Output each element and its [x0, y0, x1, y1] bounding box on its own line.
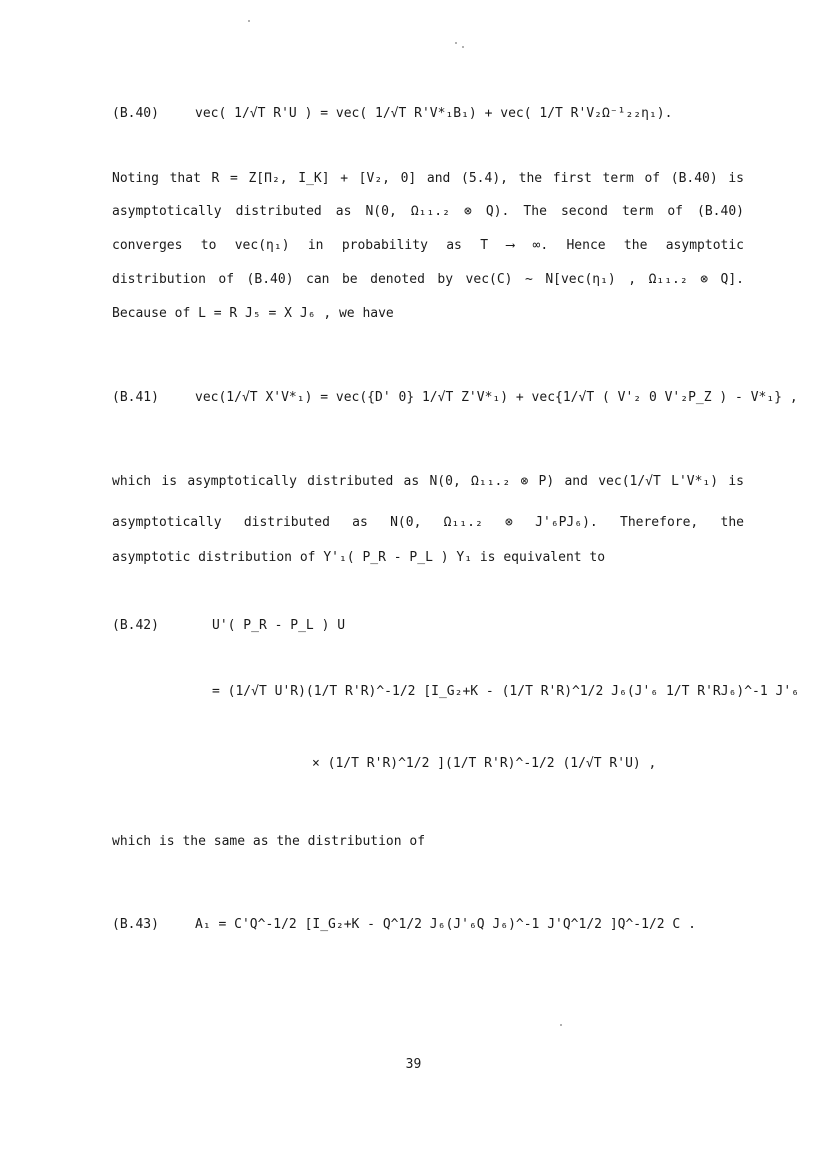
equation-line: × (1/T R'R)^1/2 ](1/T R'R)^-1/2 (1/√T R'U) , [312, 756, 657, 771]
text-line: which is the same as the distribution of [112, 834, 426, 849]
equation-tag: (B.41) [112, 390, 159, 405]
scan-speck [560, 1024, 562, 1026]
equation-body: A₁ = C'Q^-1/2 [I_G₂+K - Q^1/2 J₆(J'₆Q J₆)^-1 J'Q^1/2 ]Q^-1/2 C . [195, 917, 696, 932]
equation-line: = (1/√T U'R)(1/T R'R)^-1/2 [I_G₂+K - (1/T R'R)^1/2 J₆(J'₆ 1/T R'RJ₆)^-1 J'₆ [212, 684, 799, 699]
text-line: asymptotically distributed as N(0, Ω₁₁.₂ ⊗ Q). The second term of (B.40) [112, 204, 744, 219]
text-line: distribution of (B.40) can be denoted by vec(C) ~ N[vec(η₁) , Ω₁₁.₂ ⊗ Q]. [112, 272, 744, 287]
equation-body: vec( 1/√T R'U ) = vec( 1/√T R'V*₁B₁) + vec( 1/T R'V₂Ω⁻¹₂₂η₁). [195, 106, 673, 121]
text-line: asymptotic distribution of Y'₁( P_R - P_L ) Y₁ is equivalent to [112, 550, 606, 565]
scan-speck [455, 42, 457, 44]
text-line: asymptotically distributed as N(0, Ω₁₁.₂ ⊗ J'₆PJ₆). Therefore, the [112, 515, 744, 530]
equation-tag: (B.42) [112, 618, 159, 633]
page-number: 39 [405, 1057, 422, 1072]
equation-body: vec(1/√T X'V*₁) = vec({D' 0} 1/√T Z'V*₁) + vec{1/√T ( V'₂ 0 V'₂P_Z ) - V*₁} , [195, 390, 798, 405]
text-line: Noting that R = Z[Π₂, I_K] + [V₂, 0] and (5.4), the first term of (B.40) is [112, 171, 744, 186]
text-line: Because of L = R J₅ = X J₆ , we have [112, 306, 394, 321]
scan-speck [248, 20, 250, 22]
text-line: which is asymptotically distributed as N(0, Ω₁₁.₂ ⊗ P) and vec(1/√T L'V*₁) is [112, 474, 744, 489]
equation-tag: (B.43) [112, 917, 159, 932]
equation-tag: (B.40) [112, 106, 159, 121]
text-line: converges to vec(η₁) in probability as T ⟶ ∞. Hence the asymptotic [112, 238, 744, 253]
scan-speck [462, 46, 464, 48]
equation-line: U'( P_R - P_L ) U [212, 618, 346, 633]
